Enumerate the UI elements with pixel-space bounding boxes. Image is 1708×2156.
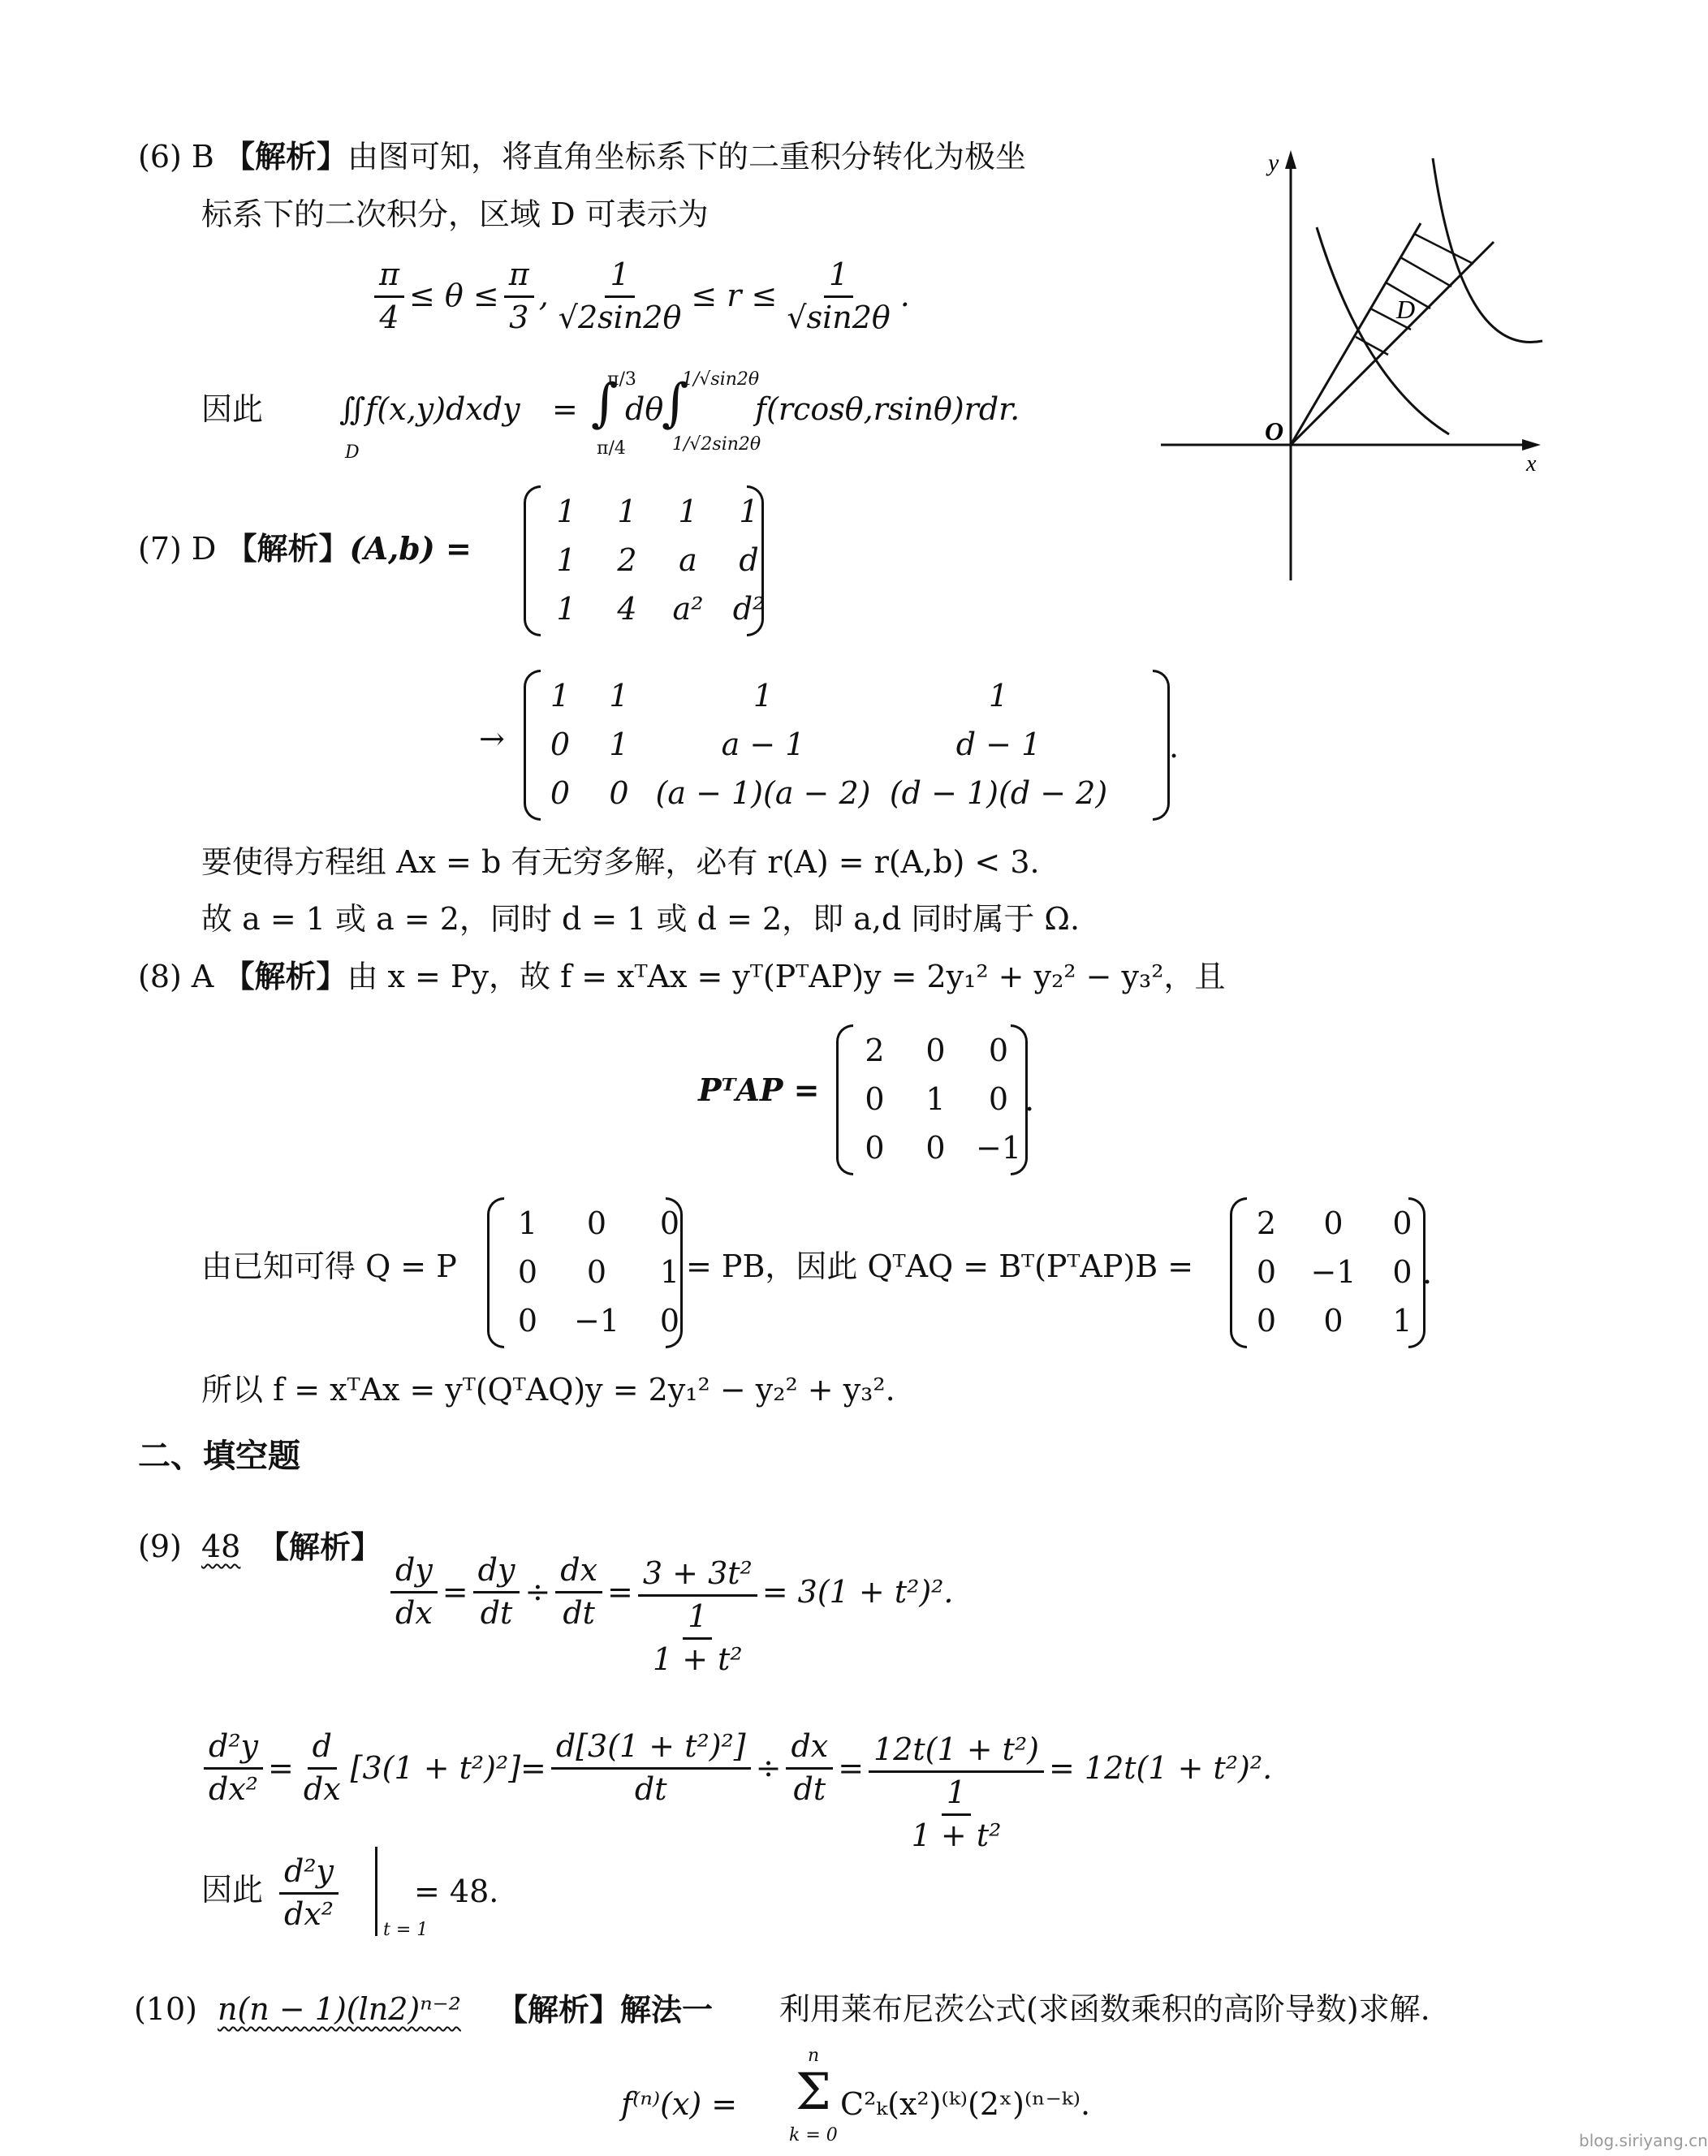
matrix-cell: 0 [1256, 1303, 1277, 1339]
matrix-cell: 0 [1323, 1303, 1344, 1339]
div: ÷ [524, 1573, 551, 1610]
q6-lim-lower: π/4 [597, 438, 626, 459]
q7-period: . [1169, 729, 1180, 765]
q6-hence: 因此 [201, 391, 264, 427]
q6-number: (6) B [138, 139, 214, 175]
matrix-cell: 0 [1323, 1205, 1344, 1241]
q6-lim-upper: π/3 [607, 369, 636, 390]
matrix-cell: a² [672, 591, 704, 627]
matrix-cell: 1 [556, 591, 576, 627]
section-heading: 二、填空题 [138, 1438, 300, 1475]
frac-d2y-dx2: $\frac{\text{d²y}}{\text{dx²}}$ [204, 1730, 263, 1807]
q9-line-3 [274, 1855, 343, 1932]
dot: . [899, 278, 910, 314]
matrix-cell: 0 [865, 1130, 885, 1166]
matrix-cell: 1 [556, 494, 576, 529]
frac-dy-dt: $\frac{dy}{dt}$ [473, 1554, 520, 1631]
q6-line1 [138, 140, 1026, 175]
q10-sum-lower: k = 0 [789, 2125, 838, 2145]
q6-int-inner: ∫ [662, 373, 689, 433]
matrix-bracket-right [747, 485, 764, 636]
q8-ptap: PᵀAP = [698, 1072, 820, 1108]
watermark: blog.siriyang.cn [1579, 2131, 1708, 2150]
q8-matrix-3 [1238, 1199, 1433, 1345]
eq: = [268, 1749, 294, 1786]
q6-inner-upper: 1/√sin2θ [682, 369, 760, 390]
q9-line-2 [199, 1684, 1272, 1852]
matrix-cell: 1 [925, 1081, 946, 1117]
q6-tag: 【解析】 [223, 138, 347, 175]
matrix-cell: 0 [586, 1205, 607, 1241]
matrix-cell: d − 1 [955, 727, 1042, 762]
matrix-cell: 0 [659, 1303, 680, 1339]
eq: = [607, 1573, 633, 1610]
q9-at: t = 1 [383, 1920, 429, 1940]
matrix-cell: 0 [550, 727, 571, 762]
y-axis-arrow [1285, 150, 1296, 169]
frac-dbracket-dt: $\frac{\text{d[3(1 + t²)²]}}{dt}$ [551, 1730, 751, 1807]
q10-number: (10) [134, 1991, 198, 2027]
frac-r-upper: $\frac{1}{√\sin 2\theta}$ [787, 257, 891, 335]
div: ÷ [755, 1749, 782, 1786]
matrix-cell: 4 [617, 591, 637, 627]
matrix-cell: 0 [586, 1254, 607, 1290]
matrix-cell: 1 [609, 678, 629, 714]
frac-dx-dt: $\frac{dx}{dt}$ [555, 1554, 602, 1631]
q8-period-2: . [1422, 1255, 1433, 1291]
matrix-cell: 1 [678, 494, 698, 529]
q10-sum-upper: n [808, 2046, 820, 2066]
matrix-cell: 1 [988, 678, 1009, 714]
x-axis-arrow [1522, 439, 1541, 451]
matrix-cell: 1 [617, 494, 637, 529]
matrix-cell: 0 [1256, 1254, 1277, 1290]
matrix-cell: 1 [609, 727, 629, 762]
q10-formula-rhs: C²ₖ(x²)⁽ᵏ⁾(2ˣ)⁽ⁿ⁻ᵏ⁾. [840, 2086, 1091, 2122]
q10-tag: 【解析】解法一 [497, 1991, 714, 2028]
q7-matrix-2 [532, 671, 1120, 817]
q6-eq: = [552, 391, 578, 427]
eq: = [442, 1573, 468, 1610]
matrix-cell: 1 [556, 542, 576, 578]
q10-answer: n(n − 1)(ln2)ⁿ⁻² [218, 1991, 461, 2027]
frac-d2y-dx2: $\frac{\text{d²y}}{\text{dx²}}$ [279, 1855, 339, 1932]
q8-period-1: . [1024, 1082, 1035, 1118]
matrix-cell: 1 [739, 494, 759, 529]
hatch-line [1414, 234, 1473, 264]
matrix-cell: −1 [573, 1303, 620, 1339]
result-2: = 12t(1 + t²)². [1049, 1749, 1273, 1786]
matrix-cell: 0 [865, 1081, 885, 1117]
q7-text-2: 故 a = 1 或 a = 2，同时 d = 1 或 d = 2，即 a,d 同时属于 Ω. [201, 901, 1080, 937]
bracket-term: [3(1 + t²)²] [350, 1749, 521, 1786]
q6-inner-lower: 1/√2sin2θ [672, 434, 761, 455]
q7-lhs: (A,b) = [349, 530, 472, 567]
matrix-cell: 0 [988, 1033, 1009, 1068]
q9-answer: 48 [201, 1529, 241, 1564]
q8-text-3: 所以 f = xᵀAx = yᵀ(QᵀAQ)y = 2y₁² − y₂² + y₃². [201, 1372, 895, 1408]
matrix-cell: 0 [925, 1033, 946, 1068]
q6-integral-lhs: ∬f(x,y)dxdy [339, 391, 520, 427]
matrix-cell: d [739, 542, 759, 578]
matrix-cell: 0 [517, 1303, 538, 1339]
matrix-cell: 0 [988, 1081, 1009, 1117]
matrix-cell: 2 [1256, 1205, 1277, 1241]
q6-int-outer: ∫ [591, 373, 619, 433]
q8-head [138, 959, 1225, 994]
theta-le: ≤ θ ≤ [408, 278, 499, 314]
q9-line-1 [386, 1508, 954, 1676]
q9-result-3: = 48. [414, 1874, 499, 1909]
graph-region-label: D [1396, 295, 1416, 324]
q7-tag: 【解析】 [226, 530, 350, 567]
q10-formula-lhs: f⁽ⁿ⁾(x) = [621, 2086, 738, 2122]
matrix-cell: 0 [1392, 1205, 1413, 1241]
frac-big-2: $\frac{\text{12t(1 + t²)}}{\frac{1}{\text{1 + t²}}}$ [869, 1733, 1044, 1852]
q8-text-1: 由 x = Py，故 f = xᵀAx = yᵀ(PᵀAP)y = 2y₁² + y₂² − y₃²，且 [347, 959, 1226, 994]
q9-hence: 因此 [201, 1872, 264, 1908]
matrix-cell: 0 [1392, 1254, 1413, 1290]
matrix-cell: (a − 1)(a − 2) [655, 775, 871, 811]
matrix-bracket-right [1153, 670, 1170, 821]
matrix-cell: a − 1 [721, 727, 805, 762]
q7-arrow: → [479, 721, 505, 757]
q8-matrix-1 [844, 1026, 1031, 1172]
matrix-cell: 0 [550, 775, 571, 811]
outer-curve [1433, 158, 1542, 343]
q6-inequality [369, 258, 910, 335]
frac-dx-dt: $\frac{dx}{dt}$ [786, 1730, 833, 1807]
eval-bar [375, 1847, 377, 1936]
graph-origin-label: O [1265, 416, 1284, 446]
matrix-cell: 2 [617, 542, 637, 578]
matrix-cell: 1 [1392, 1303, 1413, 1339]
q6-text-2: 标系下的二次积分，区域 D 可表示为 [201, 196, 709, 232]
q10-sum: Σ [796, 2062, 831, 2121]
frac-dy-dx: $\frac{dy}{dx}$ [390, 1554, 438, 1631]
q7-number: (7) D [138, 531, 217, 567]
q9-tag: 【解析】 [258, 1529, 382, 1565]
matrix-cell: (d − 1)(d − 2) [889, 775, 1108, 811]
matrix-bracket-right [666, 1197, 683, 1348]
q8-mid: = PB，因此 QᵀAQ = Bᵀ(PᵀAP)B = [686, 1248, 1194, 1284]
eq: = [520, 1749, 546, 1786]
frac-pi-4: $\frac{\pi}{4}$ [374, 258, 404, 335]
q8-tag: 【解析】 [223, 958, 347, 994]
matrix-cell: d² [732, 591, 766, 627]
q8-known: 由已知可得 Q = P [201, 1248, 457, 1284]
matrix-cell: 1 [517, 1205, 538, 1241]
q6-sub-d: D [345, 442, 360, 463]
hatch-line [1400, 257, 1451, 287]
q7-text-1: 要使得方程组 Ax = b 有无穷多解，必有 r(A) = r(A,b) < 3. [201, 844, 1040, 880]
q9-number: (9) [138, 1529, 182, 1564]
matrix-cell: 0 [609, 775, 629, 811]
q6-text-1: 由图可知，将直角坐标系下的二重积分转化为极坐 [347, 139, 1026, 175]
result-1: = 3(1 + t²)². [761, 1573, 954, 1610]
matrix-cell: 1 [753, 678, 774, 714]
matrix-cell: a [679, 542, 697, 578]
matrix-cell: 0 [659, 1205, 680, 1241]
matrix-cell: 2 [865, 1033, 885, 1068]
q8-number: (8) A [138, 959, 214, 994]
q7-matrix-1 [536, 487, 779, 633]
r-le: ≤ r ≤ [691, 278, 778, 314]
matrix-cell: 0 [517, 1254, 538, 1290]
q6-dtheta: dθ [625, 391, 664, 427]
q7-head [138, 532, 472, 567]
matrix-cell: −1 [975, 1130, 1022, 1166]
graph-y-label: y [1268, 149, 1279, 176]
frac-big-1: $\frac{\text{3 + 3t²}}{\frac{1}{\text{1 + t²}}}$ [638, 1557, 757, 1676]
matrix-cell: −1 [1310, 1254, 1356, 1290]
frac-d-dx: $\frac{d}{dx}$ [303, 1728, 341, 1808]
comma: , [538, 278, 549, 314]
matrix-cell: 1 [659, 1254, 680, 1290]
matrix-cell: 0 [925, 1130, 946, 1166]
polar-region-graph [1153, 138, 1559, 593]
eq: = [838, 1749, 865, 1786]
q6-integrand: f(rcosθ,rsinθ)rdr. [755, 391, 1020, 427]
graph-x-label: x [1526, 451, 1537, 476]
frac-r-lower: $\frac{1}{√2\sin 2\theta}$ [558, 257, 682, 335]
q10-text: 利用莱布尼茨公式(求函数乘积的高阶导数)求解. [779, 1991, 1430, 2027]
matrix-cell: 1 [550, 678, 571, 714]
inner-curve [1317, 227, 1449, 434]
frac-pi-3: $\frac{\pi}{3}$ [504, 258, 534, 335]
